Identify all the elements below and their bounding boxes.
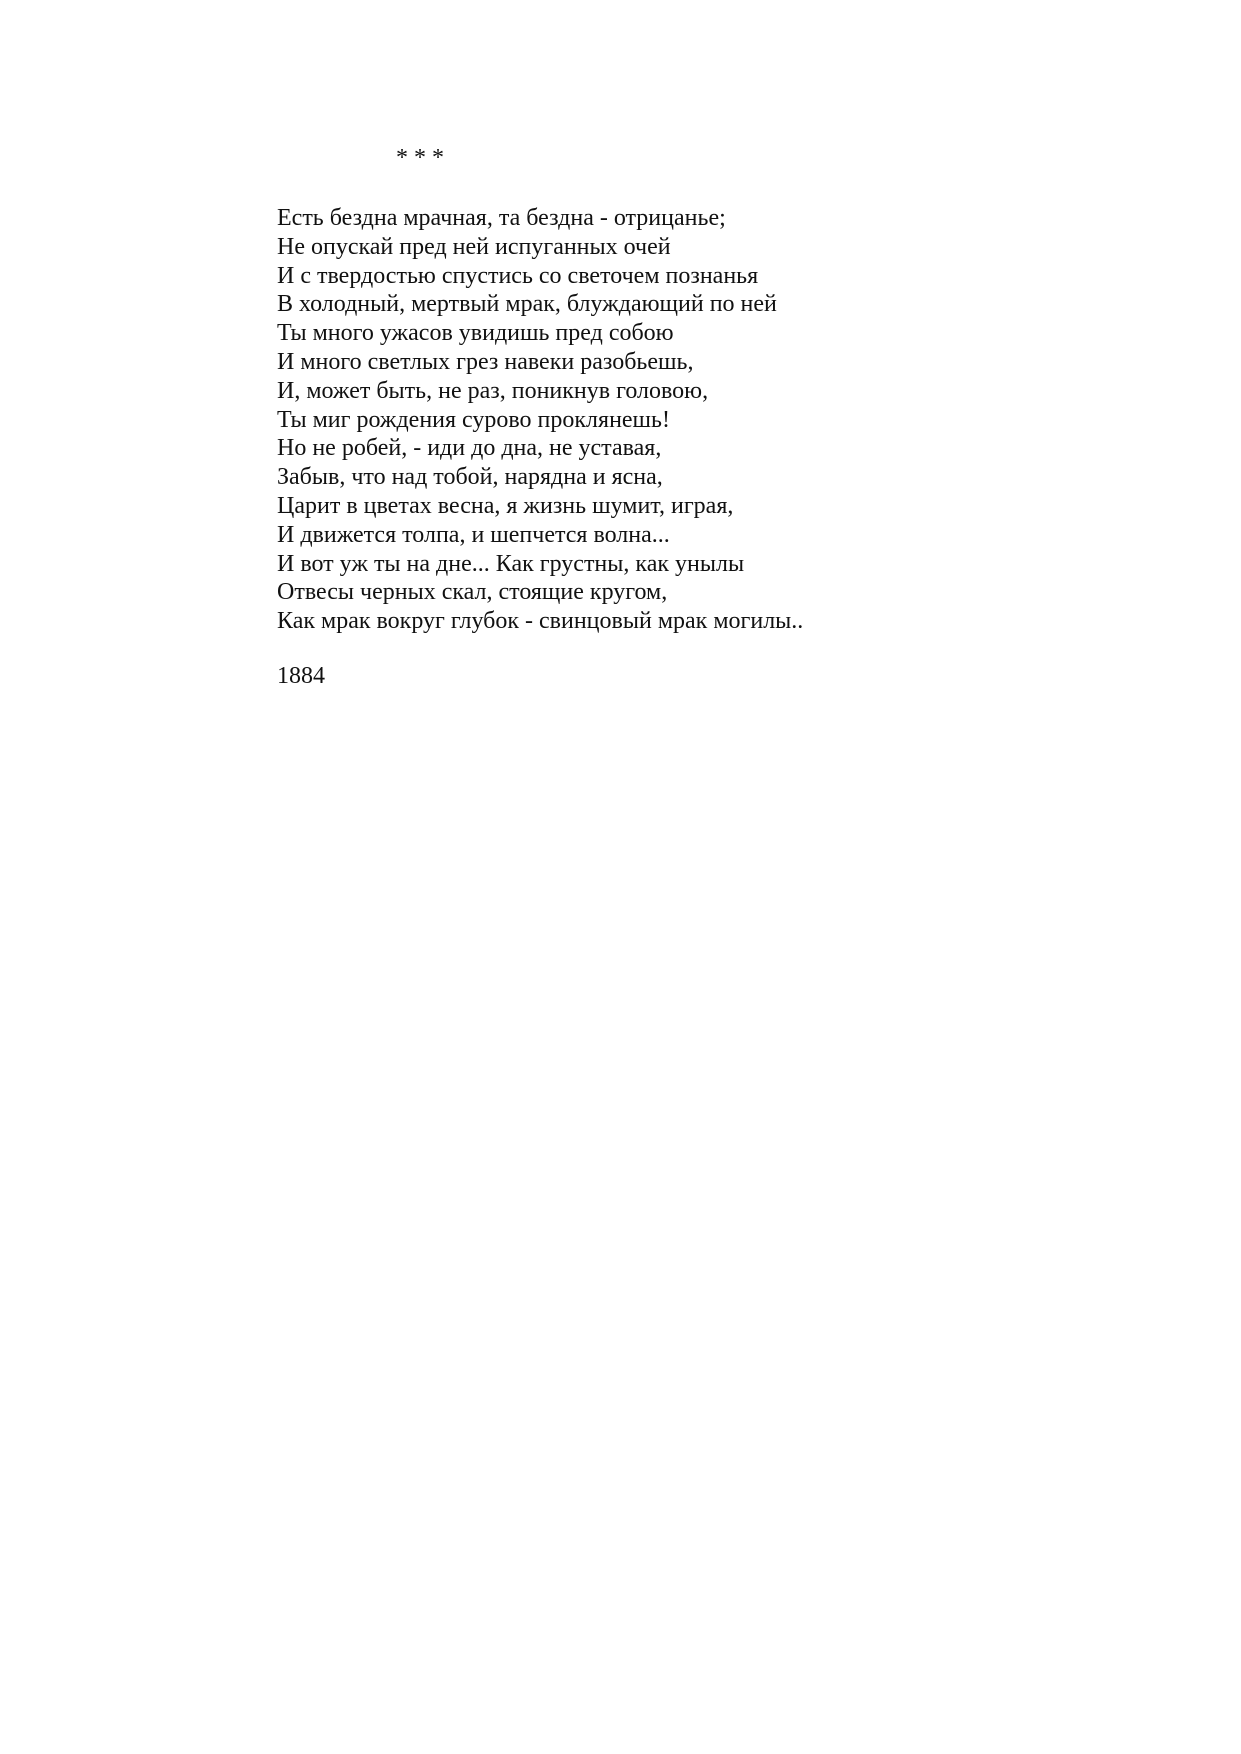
poem-line: В холодный, мертвый мрак, блуждающий по ней [277,291,777,318]
poem-line: И, может быть, не раз, поникнув головою, [277,377,709,404]
poem-line: Царит в цветах весна, я жизнь шумит, играя, [277,492,734,519]
poem-line: Есть бездна мрачная, та бездна - отрицанье; [277,205,726,231]
poem-line: И вот уж ты на дне... Как грустны, как унылы [277,550,745,577]
poem-line: И движется толпа, и шепчется волна... [277,521,670,548]
poem-line: И много светлых грез навеки разобьешь, [277,348,694,375]
poem-line: Забыв, что над тобой, нарядна и ясна, [277,464,663,491]
poem-line: Ты много ужасов увидишь пред собою [277,320,674,347]
poem-heading: * * * [396,145,444,171]
poem-line: Как мрак вокруг глубок - свинцовый мрак могилы.. [277,608,804,635]
poem-line: Отвесы черных скал, стоящие кругом, [277,579,668,606]
poem-line: И с твердостью спустись со светочем познанья [277,262,759,289]
poem-year: 1884 [277,663,325,689]
poem-line: Не опускай пред ней испуганных очей [277,233,671,260]
poem-body [277,204,803,636]
poem-line: Ты миг рождения сурово проклянешь! [277,406,670,433]
poem-line: Но не робей, - иди до дна, не уставая, [277,435,662,462]
